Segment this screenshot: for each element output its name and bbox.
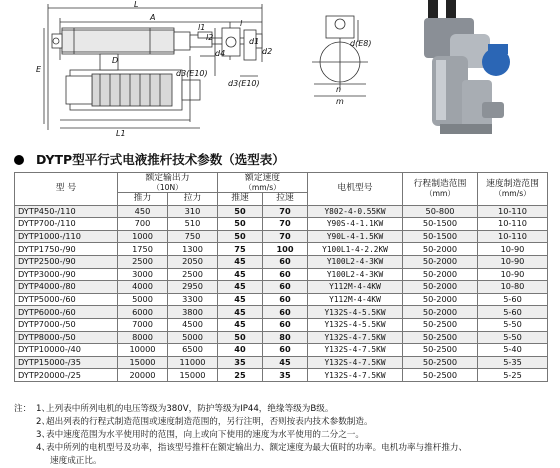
table-row: [15, 356, 548, 369]
table-cell: DYTP6000-/60: [15, 306, 118, 319]
table-cell: 70: [263, 230, 308, 243]
table-cell: 20000: [118, 369, 168, 382]
dim-label: n: [336, 85, 342, 94]
table-cell: 60: [263, 344, 308, 357]
table-cell: 45: [218, 318, 263, 331]
table-cell: 50-2500: [403, 331, 478, 344]
table-cell: 6000: [118, 306, 168, 319]
note-3: [14, 429, 554, 442]
table-row: [15, 306, 548, 319]
table-cell: 10-80: [478, 281, 548, 294]
table-cell: 2050: [168, 255, 218, 268]
dim-label: d3(E10): [176, 69, 208, 78]
table-row: [15, 268, 548, 281]
note-number: 1、: [36, 404, 51, 414]
table-cell: 80: [263, 331, 308, 344]
table-cell: 45: [263, 356, 308, 369]
table-cell: 11000: [168, 356, 218, 369]
table-cell: 60: [263, 318, 308, 331]
table-cell: 50-1500: [403, 230, 478, 243]
table-cell: 10-110: [478, 230, 548, 243]
table-cell: 40: [218, 344, 263, 357]
table-cell: 5-60: [478, 306, 548, 319]
dim-label: l2: [206, 33, 214, 42]
table-row: [15, 243, 548, 256]
table-cell: 75: [218, 243, 263, 256]
header-speed-range-title: 速度制造范围: [486, 179, 539, 190]
table-cell: 35: [263, 369, 308, 382]
table-cell: Y100L1-4-2.2KW: [308, 243, 403, 256]
table-cell: 50-2000: [403, 243, 478, 256]
dim-label: d4: [215, 49, 226, 58]
table-cell: 10-110: [478, 205, 548, 218]
table-cell: DYTP1000-/110: [15, 230, 118, 243]
note-text: 表中速度范围为水平使用时的范围，向上或向下使用的速度为水平使用的二分之一。: [46, 430, 364, 440]
header-thrust-unit: （10N）: [152, 183, 183, 192]
table-cell: 45: [218, 281, 263, 294]
table-cell: 50-2000: [403, 268, 478, 281]
table-cell: 10-90: [478, 268, 548, 281]
table-cell: 100: [263, 243, 308, 256]
note-number: 2、: [36, 417, 51, 427]
table-cell: 15000: [118, 356, 168, 369]
table-cell: 7000: [118, 318, 168, 331]
table-cell: 10-90: [478, 255, 548, 268]
table-cell: 45: [218, 293, 263, 306]
dim-label: L: [134, 0, 139, 9]
header-pull-speed: 拉速: [263, 193, 308, 206]
table-cell: Y112M-4-4KW: [308, 281, 403, 294]
dim-label: L1: [116, 129, 126, 138]
header-thrust: [118, 173, 218, 193]
table-cell: 1750: [118, 243, 168, 256]
dim-label: l: [240, 19, 243, 28]
table-cell: DYTP20000-/25: [15, 369, 118, 382]
header-motor: 电机型号: [308, 173, 403, 206]
table-cell: 70: [263, 205, 308, 218]
bullet-icon: [14, 155, 24, 165]
table-cell: DYTP15000-/35: [15, 356, 118, 369]
table-cell: DYTP3000-/90: [15, 268, 118, 281]
table-cell: 5-50: [478, 331, 548, 344]
table-cell: 10-90: [478, 243, 548, 256]
table-cell: Y132S-4-7.5KW: [308, 344, 403, 357]
note-4: [14, 442, 554, 455]
table-cell: 70: [263, 218, 308, 231]
note-1: [14, 403, 554, 416]
table-cell: 700: [118, 218, 168, 231]
table-cell: 4000: [118, 281, 168, 294]
table-cell: 50-2500: [403, 344, 478, 357]
dim-label: d(E8): [350, 39, 372, 48]
table-cell: 45: [218, 306, 263, 319]
table-cell: Y90L-4-1.5KW: [308, 230, 403, 243]
table-cell: 60: [263, 255, 308, 268]
table-cell: DYTP2500-/90: [15, 255, 118, 268]
table-cell: Y112M-4-4KW: [308, 293, 403, 306]
table-cell: 50-800: [403, 205, 478, 218]
table-cell: 3000: [118, 268, 168, 281]
table-cell: Y132S-4-7.5KW: [308, 369, 403, 382]
dim-label: l1: [198, 23, 206, 32]
table-cell: 15000: [168, 369, 218, 382]
dim-label: D: [112, 56, 119, 65]
note-number: 3、: [36, 430, 51, 440]
header-speed-unit: （mm/s）: [244, 183, 281, 192]
table-cell: 5-40: [478, 344, 548, 357]
table-row: [15, 344, 548, 357]
dimension-drawing: [0, 0, 560, 150]
table-cell: 5-35: [478, 356, 548, 369]
table-cell: 310: [168, 205, 218, 218]
table-row: [15, 230, 548, 243]
table-cell: 10000: [118, 344, 168, 357]
table-cell: 60: [263, 293, 308, 306]
table-cell: 1000: [118, 230, 168, 243]
section-title-text: DYTP型平行式电液推杆技术参数（选型表）: [36, 152, 285, 167]
table-cell: 45: [218, 255, 263, 268]
table-cell: Y90S-4-1.1KW: [308, 218, 403, 231]
header-push-speed: 推速: [218, 193, 263, 206]
table-cell: 3800: [168, 306, 218, 319]
note-4-continuation: 速度成正比。: [50, 456, 102, 466]
note-number: 4、: [36, 443, 51, 453]
table-cell: DYTP700-/110: [15, 218, 118, 231]
dim-label: A: [150, 13, 156, 22]
table-cell: 4500: [168, 318, 218, 331]
table-cell: DYTP10000-/40: [15, 344, 118, 357]
table-row: [15, 293, 548, 306]
table-cell: 50: [218, 205, 263, 218]
table-row: [15, 281, 548, 294]
table-cell: 50-2000: [403, 293, 478, 306]
table-cell: DYTP5000-/60: [15, 293, 118, 306]
header-thrust-title: 额定输出力: [145, 173, 190, 183]
table-cell: 2500: [168, 268, 218, 281]
table-cell: 8000: [118, 331, 168, 344]
table-row: [15, 218, 548, 231]
table-cell: 25: [218, 369, 263, 382]
table-cell: 510: [168, 218, 218, 231]
table-cell: 50: [218, 230, 263, 243]
table-cell: 50-2500: [403, 318, 478, 331]
dim-label: d1: [249, 37, 260, 46]
table-cell: 50-2500: [403, 356, 478, 369]
table-cell: 10-110: [478, 218, 548, 231]
table-cell: 6500: [168, 344, 218, 357]
header-speed-range-unit: （mm/s）: [494, 189, 531, 199]
table-cell: 5-50: [478, 318, 548, 331]
notes-lead: 注：: [14, 404, 32, 414]
table-cell: 50: [218, 218, 263, 231]
table-cell: 5-60: [478, 293, 548, 306]
table-cell: Y100L2-4-3KW: [308, 268, 403, 281]
header-stroke-title: 行程制造范围: [413, 179, 467, 190]
table-row: [15, 318, 548, 331]
table-row: [15, 369, 548, 382]
table-cell: DYTP8000-/50: [15, 331, 118, 344]
table-cell: 50-2000: [403, 255, 478, 268]
header-push: 推力: [118, 193, 168, 206]
note-text: 表中所列的电机型号及功率，指该型号推杆在额定输出力、额定速度为最大值时的功率。电机功率与推杆推力、: [46, 443, 468, 453]
table-cell: 3300: [168, 293, 218, 306]
table-row: [15, 205, 548, 218]
table-cell: 2950: [168, 281, 218, 294]
notes: [14, 403, 554, 468]
product-photo: [424, 0, 510, 134]
table-cell: 60: [263, 306, 308, 319]
table-cell: Y802-4-0.55KW: [308, 205, 403, 218]
table-cell: 5000: [118, 293, 168, 306]
note-text: 上列表中所列电机的电压等级为380V，防护等级为IP44，绝缘等级为B级。: [46, 404, 334, 414]
dim-label: E: [36, 65, 42, 74]
table-cell: 2500: [118, 255, 168, 268]
table-cell: 50-2500: [403, 369, 478, 382]
table-cell: 60: [263, 268, 308, 281]
table-cell: 35: [218, 356, 263, 369]
table-cell: 45: [218, 268, 263, 281]
parameter-table: [14, 172, 548, 382]
table-cell: 1300: [168, 243, 218, 256]
table-body: [15, 205, 548, 381]
header-model: 型 号: [15, 173, 118, 206]
section-title: [14, 151, 285, 169]
dim-label: m: [336, 97, 344, 106]
table-cell: Y132S-4-5.5KW: [308, 306, 403, 319]
table-cell: 750: [168, 230, 218, 243]
header-speed-title: 额定速度: [244, 173, 281, 183]
note-text: 超出列表的行程式制造范围或速度制造范围的，另行注明，否则按表内技术参数制造。: [46, 417, 373, 427]
header-stroke: [403, 173, 478, 206]
table-cell: 50-1500: [403, 218, 478, 231]
table-cell: DYTP1750-/90: [15, 243, 118, 256]
table-cell: DYTP450-/110: [15, 205, 118, 218]
table-cell: DYTP7000-/50: [15, 318, 118, 331]
table-cell: 5000: [168, 331, 218, 344]
dim-label: d3(E10): [228, 79, 260, 88]
table-cell: DYTP4000-/80: [15, 281, 118, 294]
table-cell: 50-2000: [403, 281, 478, 294]
table-row: [15, 255, 548, 268]
table-row: [15, 331, 548, 344]
header-pull: 拉力: [168, 193, 218, 206]
table-cell: 450: [118, 205, 168, 218]
header-stroke-unit: （mm）: [425, 189, 455, 199]
note-2: [14, 416, 554, 429]
table-cell: Y100L2-4-3KW: [308, 255, 403, 268]
table-cell: 60: [263, 281, 308, 294]
table-cell: Y132S-4-5.5KW: [308, 318, 403, 331]
header-speed: [218, 173, 308, 193]
header-speed-range: [478, 173, 548, 206]
dim-label: d2: [262, 47, 273, 56]
table-cell: Y132S-4-7.5KW: [308, 356, 403, 369]
table-cell: 50-2000: [403, 306, 478, 319]
table-cell: Y132S-4-7.5KW: [308, 331, 403, 344]
table-cell: 50: [218, 331, 263, 344]
table-cell: 5-25: [478, 369, 548, 382]
